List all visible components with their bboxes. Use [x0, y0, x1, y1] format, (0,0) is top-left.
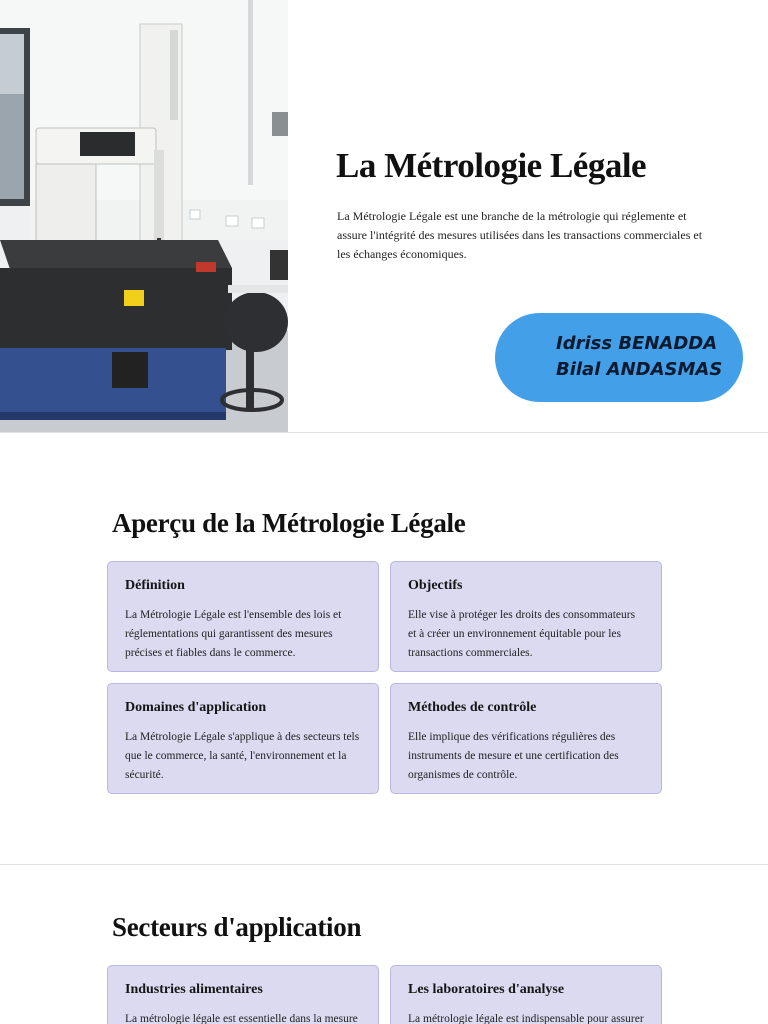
card-title: Domaines d'application: [125, 700, 267, 715]
objectives-card: [390, 561, 662, 672]
laboratories-card: [390, 965, 662, 1024]
card-title: Définition: [125, 578, 185, 593]
card-title: Objectifs: [408, 578, 463, 593]
card-title: Les laboratoires d'analyse: [408, 982, 565, 997]
application-domains-card: [107, 683, 379, 794]
intro-paragraph: La Métrologie Légale est une branche de la métrologie qui réglemente et assure l'intégrité des mesures utilisées dans les transactions commerciales et les échanges économiques.: [337, 209, 703, 261]
card-text: Elle implique des vérifications régulières des instruments de mesure et une certification des organismes de contrôle.: [408, 731, 619, 781]
card-text: Elle vise à protéger les droits des consommateurs et à créer un environnement équitable pour les transactions commerciales.: [408, 609, 636, 659]
title-slide: [0, 0, 768, 433]
card-text: La métrologie légale est essentielle dans la mesure: [125, 1013, 358, 1024]
overview-title: Aperçu de la Métrologie Légale: [112, 508, 466, 538]
card-text: La Métrologie Légale est l'ensemble des lois et réglementations qui garantissent des mesures précises et fiables dans le commerce.: [125, 609, 342, 659]
card-text: La Métrologie Légale s'applique à des secteurs tels que le commerce, la santé, l'environnement et la sécurité.: [125, 731, 360, 781]
food-industry-card: [107, 965, 379, 1024]
sectors-slide: [0, 865, 768, 1024]
cmm-machine-photo: [0, 0, 288, 432]
author-name: Idriss BENADDA: [556, 333, 718, 354]
authors-badge: [495, 313, 743, 402]
sectors-title: Secteurs d'application: [112, 912, 362, 942]
card-text: La métrologie légale est indispensable pour assurer: [408, 1013, 644, 1024]
definition-card: [107, 561, 379, 672]
page-title: La Métrologie Légale: [336, 146, 647, 185]
overview-slide: [0, 433, 768, 865]
card-title: Industries alimentaires: [125, 982, 263, 997]
author-name: Bilal ANDASMAS: [556, 359, 723, 380]
control-methods-card: [390, 683, 662, 794]
card-title: Méthodes de contrôle: [408, 700, 537, 715]
